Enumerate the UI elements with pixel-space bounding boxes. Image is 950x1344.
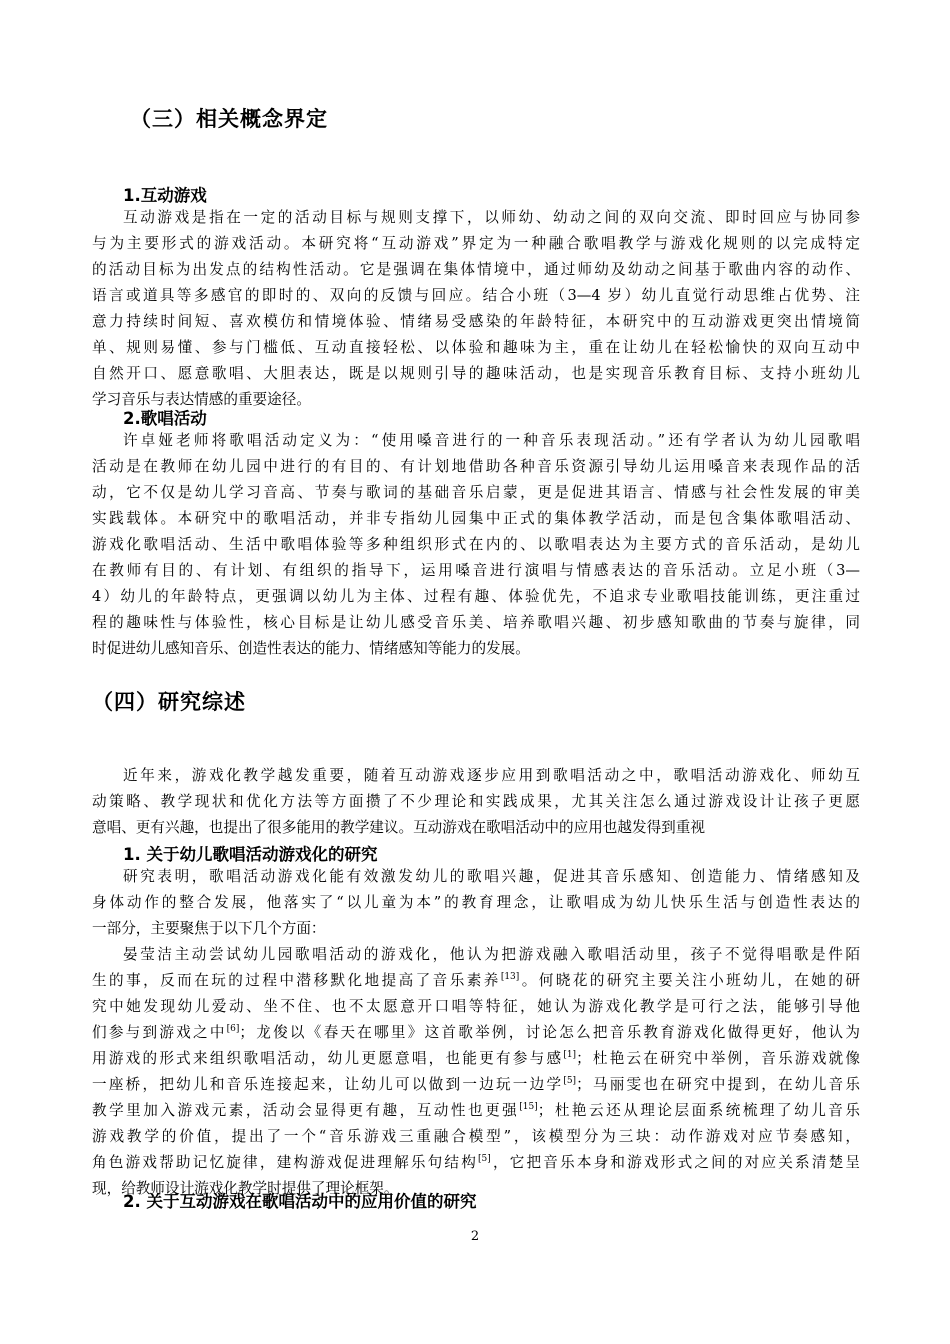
page-number: 2 <box>470 1229 480 1244</box>
gamification-paragraph-2 <box>92 942 860 1202</box>
text-line: 在教师有目的、有计划、有组织的指导下，运用嗓音进行演唱与情感表达的音乐活动。立足小班（3— <box>92 562 860 579</box>
text-line: 与为主要形式的游戏活动。本研究将“互动游戏”界定为一种融合歌唱教学与游戏化规则的以完成特定 <box>92 235 860 252</box>
text-line: 动策略、教学现状和优化方法等方面攒了不少理论和实践成果，尤其关注怎么通过游戏设计让孩子更愿 <box>92 793 860 810</box>
subsection-gamification-title: 1. 关于幼儿歌唱活动游戏化的研究 <box>123 845 378 864</box>
text-line: 互动游戏是指在一定的活动目标与规则支撑下，以师幼、幼动之间的双向交流、即时回应与协同参 <box>123 209 860 226</box>
text-line: 意唱、更有兴趣，也提出了很多能用的教学建议。互动游戏在歌唱活动中的应用也越发得到重视 <box>92 819 705 836</box>
text-line: 单、规则易懂、参与门槛低、互动直接轻松、以体验和趣味为主，重在让幼儿在轻松愉快的双向互动中 <box>92 339 860 356</box>
singing-activity-paragraph <box>92 428 860 662</box>
interactive-game-paragraph <box>92 205 860 413</box>
text-line: 学习音乐与表达情感的重要途径。 <box>92 391 311 408</box>
text-line: 一座桥，把幼儿和音乐连接起来，让幼儿可以做到一边玩一边学[5]；马丽雯也在研究中提到，在幼儿音乐 <box>92 1076 860 1093</box>
text-line: 许卓娅老师将歌唱活动定义为：“使用嗓音进行的一种音乐表现活动。”还有学者认为幼儿园歌唱 <box>123 432 860 449</box>
text-line: 研究表明，歌唱活动游戏化能有效激发幼儿的歌唱兴趣，促进其音乐感知、创造能力、情绪感知及 <box>123 868 860 885</box>
text-line: 一部分，主要聚焦于以下几个方面： <box>92 920 326 937</box>
text-line: 用游戏的形式来组织歌唱活动，幼儿更愿意唱，也能更有参与感[1]；杜艳云在研究中举例，音乐游戏就像 <box>92 1050 860 1067</box>
text-line: 4）幼儿的年龄特点，更强调以幼儿为主体、过程有趣、体验优先，不追求专业歌唱技能训练，更注重过 <box>92 588 860 605</box>
text-line: 实践载体。本研究中的歌唱活动，并非专指幼儿园集中正式的集体教学活动，而是包含集体歌唱活动、 <box>92 510 860 527</box>
text-line: 近年来，游戏化教学越发重要，随着互动游戏逐步应用到歌唱活动之中，歌唱活动游戏化、师幼互 <box>123 767 860 784</box>
citation-ref: [15] <box>519 1102 538 1113</box>
text-line: 游戏化歌唱活动、生活中歌唱体验等多种组织形式在内的、以歌唱表达为主要方式的音乐活动，是幼儿 <box>92 536 860 553</box>
text-line: 的活动目标为出发点的结构性活动。它是强调在集体情境中，通过师幼及幼动之间基于歌曲内容的动作、 <box>92 261 860 278</box>
subsection-interactive-game-title: 1.互动游戏 <box>123 186 207 205</box>
text-line: 动，它不仅是幼儿学习音高、节奏与歌词的基础音乐启蒙，更是促进其语言、情感与社会性发展的审美 <box>92 484 860 501</box>
citation-ref: [5] <box>563 1076 577 1087</box>
text-line: 意力持续时间短、喜欢模仿和情境体验、情绪易受感染的年龄特征，本研究中的互动游戏更突出情境简 <box>92 313 860 330</box>
text-line: 游戏教学的价值，提出了一个“音乐游戏三重融合模型”，该模型分为三块：动作游戏对应节奏感知， <box>92 1128 860 1145</box>
subsection-application-value-title: 2. 关于互动游戏在歌唱活动中的应用价值的研究 <box>123 1192 477 1211</box>
text-line: 们参与到游戏之中[6]；龙俊以《春天在哪里》这首歌举例，讨论怎么把音乐教育游戏化做得更好，他认为 <box>92 1024 860 1041</box>
text-line: 究中她发现幼儿爱动、坐不住、也不太愿意开口唱等特征，她认为游戏化教学是可行之法，能够引导他 <box>92 998 860 1015</box>
text-line: 生的事，反而在玩的过程中潜移默化地提高了音乐素养[13]。何晓花的研究主要关注小班幼儿，在她的研 <box>92 972 860 989</box>
text-line: 活动是在教师在幼儿园中进行的有目的、有计划地借助各种音乐资源引导幼儿运用嗓音来表现作品的活 <box>92 458 860 475</box>
citation-ref: [5] <box>478 1154 491 1165</box>
section-3-heading: （三）相关概念界定 <box>130 107 328 131</box>
text-line: 程的趣味性与体验性，核心目标是让幼儿感受音乐美、培养歌唱兴趣、初步感知歌曲的节奏与旋律，同 <box>92 614 860 631</box>
text-line: 时促进幼儿感知音乐、创造性表达的能力、情绪感知等能力的发展。 <box>92 640 530 657</box>
text-line: 角色游戏帮助记忆旋律，建构游戏促进理解乐句结构[5]，它把音乐本身和游戏形式之间的对应关系清楚呈 <box>92 1154 860 1171</box>
subsection-singing-activity-title: 2.歌唱活动 <box>123 409 207 428</box>
gamification-paragraph-1 <box>92 864 860 942</box>
text-line: 身体动作的整合发展，他落实了“以儿童为本”的教育理念，让歌唱成为幼儿快乐生活与创造性表达的 <box>92 894 860 911</box>
text-line: 现，给教师设计游戏化教学时提供了理论框架。 <box>92 1180 399 1197</box>
section-4-heading: （四）研究综述 <box>92 690 246 714</box>
text-line: 教学里加入游戏元素，活动会显得更有趣，互动性也更强[15]；杜艳云还从理论层面系统梳理了幼儿音乐 <box>92 1102 860 1119</box>
text-line: 自然开口、愿意歌唱、大胆表达，既是以规则引导的趣味活动，也是实现音乐教育目标、支持小班幼儿 <box>92 365 860 382</box>
text-line: 晏莹洁主动尝试幼儿园歌唱活动的游戏化，他认为把游戏融入歌唱活动里，孩子不觉得唱歌是件陌 <box>123 946 860 963</box>
text-line: 语言或道具等多感官的即时的、双向的反馈与回应。结合小班（3—4 岁）幼儿直觉行动思维占优势、注 <box>92 287 860 304</box>
citation-ref: [1] <box>563 1050 577 1061</box>
citation-ref: [13] <box>500 972 520 983</box>
review-intro-paragraph <box>92 763 860 841</box>
citation-ref: [6] <box>226 1024 240 1035</box>
